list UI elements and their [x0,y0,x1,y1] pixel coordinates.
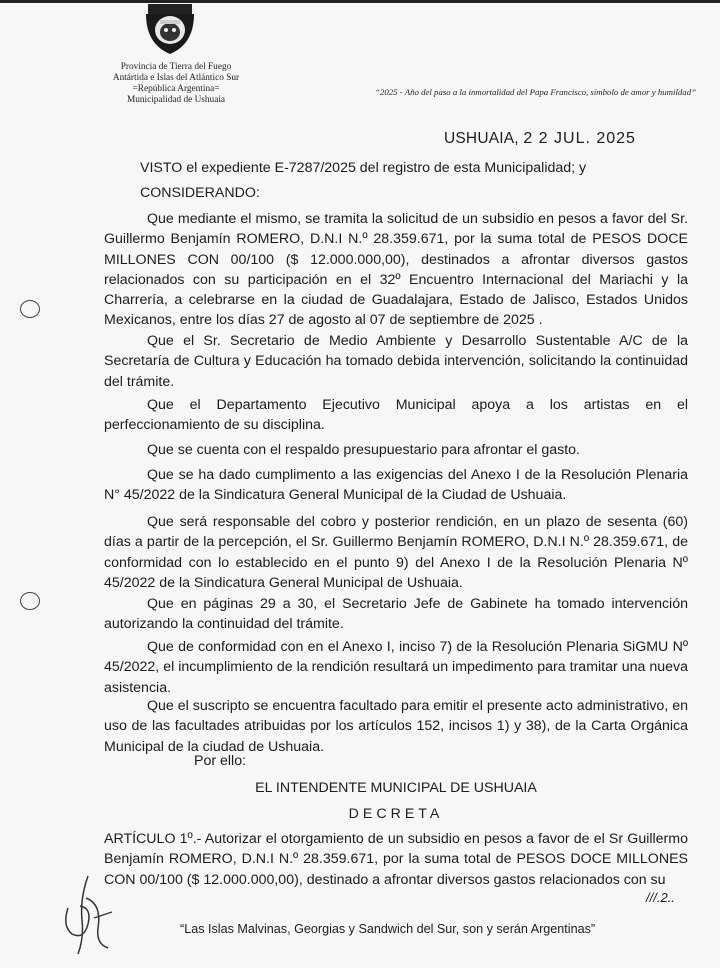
considerando-paragraph: Que se ha dado cumplimento a las exigencias del Anexo I de la Resolución Plenaria N° 45/2022 de la Sindicatura General Municipal de la Ciudad de Ushuaia. [104,467,688,504]
considerando-paragraph: Que el Departamento Ejecutivo Municipal apoya a los artistas en el perfeccionamiento de su disciplina. [104,397,688,434]
punch-hole-icon [20,300,40,318]
visto-line: VISTO el expediente E-7287/2025 del registro de esta Municipalidad; y [140,160,587,176]
municipal-crest-icon [140,4,200,56]
considerando-paragraph: Que en páginas 29 a 30, el Secretario Jefe de Gabinete ha tomado intervención autorizando la continuidad del trámite. [104,596,688,633]
articulo-1-paragraph: ARTÍCULO 1º.- Autorizar el otorgamiento de un subsidio en pesos a favor de el Sr Guillermo Benjamín ROMERO, D.N.I N.º 28.359.671, por la suma total de PESOS DOCE MILLONES CON 00/100 ($ 12.000.000,00), destinado a afrontar diversos gastos relacionados con su [104,831,688,888]
institution-line: Provincia de Tierra del Fuego [120,62,232,72]
page-footer: “Las Islas Malvinas, Georgias y Sandwich del Sur, son y serán Argentinas” [180,922,596,936]
page-continuation-marker: ///.2.. [646,890,675,905]
date-stamp: 2 2 JUL. 2025 [523,130,636,147]
considerando-paragraph: Que mediante el mismo, se tramita la solicitud de un subsidio en pesos a favor del Sr. Guillermo Benjamín ROMERO, D.N.I N.º 28.359.671, por la suma total de PESOS DOCE MILLONES CON 00/100 ($ 12.000.000,00), destinados a afrontar diversos gastos relacionados con su participación en el 32º Encuentro Internacional del Mariachi y la Charrería, a celebrarse en la ciudad de Guadalajara, Estado de Jalisco, Estados Unidos Mexicanos, entre los días 27 de agosto al 07 de septiembre de 2025 . [104,211,688,329]
signature-mark [58,868,128,958]
institution-line: Municipalidad de Ushuaia [126,95,226,105]
date-city: USHUAIA, [444,130,519,147]
institution-line: Antártida e Islas del Atlántico Sur [112,73,240,83]
considerando-heading: CONSIDERANDO: [140,185,260,201]
year-motto: “2025 - Año del paso a la inmortalidad del Papa Francisco, símbolo de amor y humildad” [375,87,696,97]
considerando-paragraph: Que será responsable del cobro y posterior rendición, en un plazo de sesenta (60) días a partir de la percepción, el Sr. Guillermo Benjamín ROMERO, D.N.I N.º 28.359.671, de conformidad con lo establecido en el punto 9) del Anexo I de la Resolución Plenaria Nº 45/2022 de la Sindicatura General Municipal de Ushuaia. [104,514,688,591]
considerando-paragraph: Que de conformidad con en el Anexo I, inciso 7) de la Resolución Plenaria SiGMU Nº 45/2022, el incumplimiento de la rendición resultará un impedimento para tramitar una nueva asistencia. [104,639,688,696]
considerando-paragraph: Que se cuenta con el respaldo presupuestario para afrontar el gasto. [147,442,580,458]
considerando-paragraph: Que el suscripto se encuentra facultado para emitir el presente acto administrativo, en uso de las facultades atribuidas por los artículos 152, incisos 1) y 38), de la Carta Orgánica Municipal de la ciudad de Ushuaia. [104,698,688,755]
por-ello-line: Por ello: [194,753,247,769]
institution-line: =República Argentina= [132,84,220,94]
intendente-heading: EL INTENDENTE MUNICIPAL DE USHUAIA [255,780,537,796]
punch-hole-icon [20,592,40,610]
considerando-paragraph: Que el Sr. Secretario de Medio Ambiente y Desarrollo Sustentable A/C de la Secretaría de Cultura y Educación ha tomado debida intervención, solicitando la continuidad del trámite. [104,333,688,390]
document-date [444,130,636,148]
decreta-heading: DECRETA [348,806,444,822]
page-top-border [0,0,720,3]
institution-header [90,62,262,106]
